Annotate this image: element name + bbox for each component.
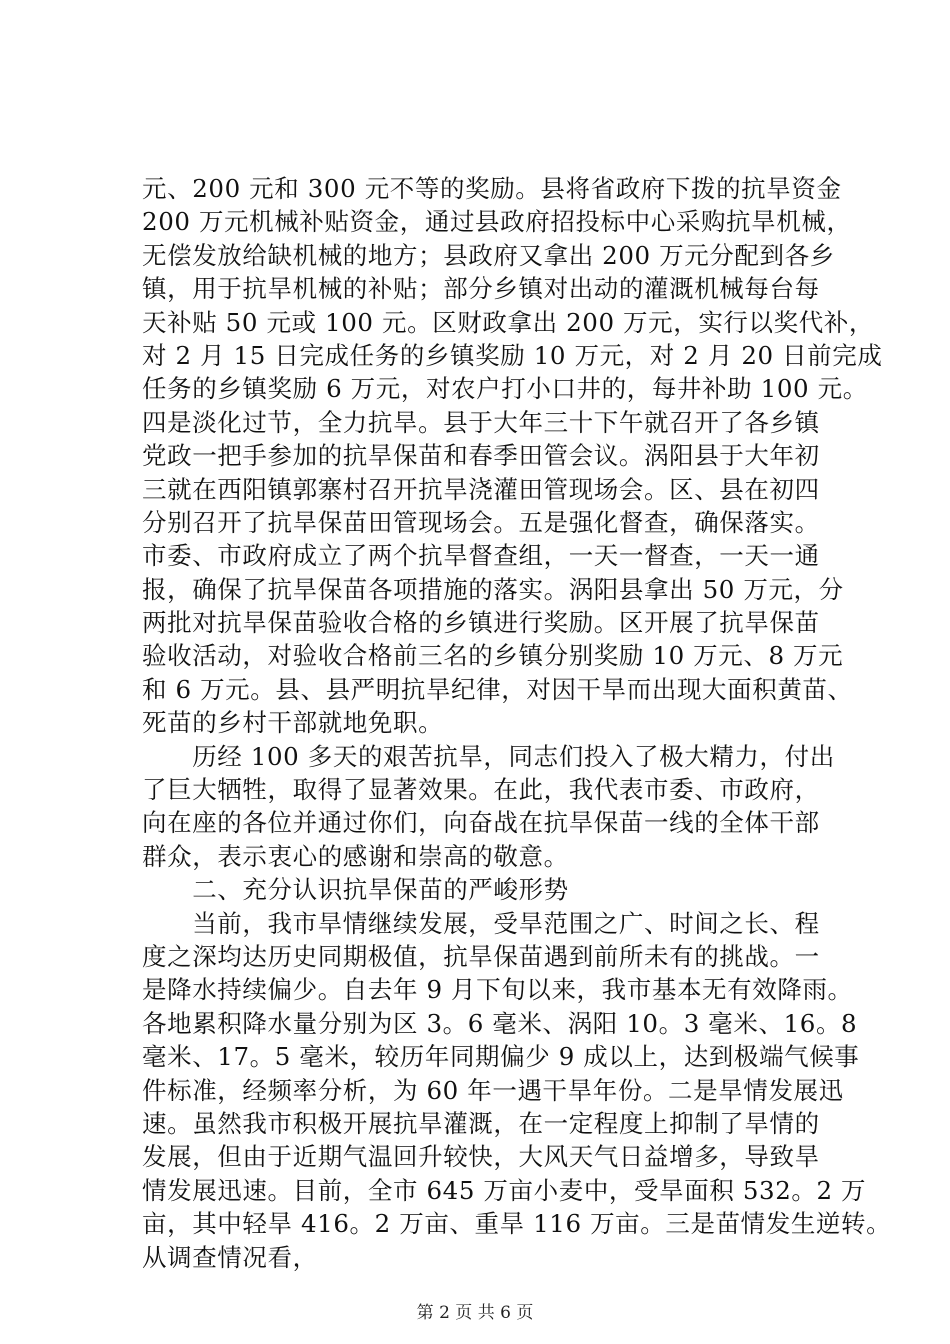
text-line: 情发展迅速。目前，全市 645 万亩小麦中，受旱面积 532。2 万: [142, 1175, 867, 1205]
text-line: 四是淡化过节，全力抗旱。县于大年三十下午就召开了各乡镇: [142, 407, 820, 437]
text-line: 各地累积降水量分别为区 3。6 毫米、涡阳 10。3 毫米、16。8: [142, 1008, 858, 1038]
text-line: 度之深均达历史同期极值，抗旱保苗遇到前所未有的挑战。一: [142, 941, 820, 971]
text-line: 群众，表示衷心的感谢和崇高的敬意。: [142, 841, 569, 871]
text-line: 天补贴 50 元或 100 元。区财政拿出 200 万元，实行以奖代补，: [142, 307, 875, 337]
text-line: 三就在西阳镇郭寨村召开抗旱浇灌田管现场会。区、县在初四: [142, 474, 820, 504]
text-line: 件标准，经频率分析，为 60 年一遇干旱年份。二是旱情发展迅: [142, 1075, 844, 1105]
text-line: 历经 100 多天的艰苦抗旱，同志们投入了极大精力，付出: [142, 741, 835, 771]
text-line: 发展，但由于近期气温回升较快，大风天气日益增多，导致旱: [142, 1142, 820, 1172]
text-line: 党政一把手参加的抗旱保苗和春季田管会议。涡阳县于大年初: [142, 441, 820, 471]
text-line: 验收活动，对验收合格前三名的乡镇分别奖励 10 万元、8 万元: [142, 641, 844, 671]
text-line: 无偿发放给缺机械的地方；县政府又拿出 200 万元分配到各乡: [142, 240, 835, 270]
text-line: 任务的乡镇奖励 6 万元，对农户打小口井的，每井补助 100 元。: [142, 374, 868, 404]
text-line: 200 万元机械补贴资金，通过县政府招投标中心采购抗旱机械，: [142, 207, 852, 237]
document-body: [142, 172, 892, 1274]
text-line: 两批对抗旱保苗验收合格的乡镇进行奖励。区开展了抗旱保苗: [142, 608, 820, 638]
text-line: 了巨大牺牲，取得了显著效果。在此，我代表市委、市政府，: [142, 775, 820, 805]
text-line: 亩，其中轻旱 416。2 万亩、重旱 116 万亩。三是苗情发生逆转。: [142, 1209, 892, 1239]
text-line: 毫米、17。5 毫米，较历年同期偏少 9 成以上，达到极端气候事: [142, 1042, 860, 1072]
text-line: 向在座的各位并通过你们，向奋战在抗旱保苗一线的全体干部: [142, 808, 820, 838]
text-line: 速。虽然我市积极开展抗旱灌溉，在一定程度上抑制了旱情的: [142, 1108, 820, 1138]
section-heading: 二、充分认识抗旱保苗的严峻形势: [142, 875, 569, 905]
page-number-footer: 第 2 页 共 6 页: [416, 1303, 534, 1323]
text-line: 当前，我市旱情继续发展，受旱范围之广、时间之长、程: [142, 908, 820, 938]
text-line: 元、200 元和 300 元不等的奖励。县将省政府下拨的抗旱资金: [142, 174, 842, 203]
text-line: 市委、市政府成立了两个抗旱督查组，一天一督查，一天一通: [142, 541, 820, 571]
text-line: 分别召开了抗旱保苗田管现场会。五是强化督查，确保落实。: [142, 507, 820, 537]
text-line: 镇，用于抗旱机械的补贴；部分乡镇对出动的灌溉机械每台每: [142, 274, 820, 304]
text-line: 从调查情况看，: [142, 1242, 318, 1272]
text-line: 是降水持续偏少。自去年 9 月下旬以来，我市基本无有效降雨。: [142, 975, 853, 1005]
text-line: 报，确保了抗旱保苗各项措施的落实。涡阳县拿出 50 万元，分: [142, 574, 844, 604]
text-line: 死苗的乡村干部就地免职。: [142, 708, 444, 738]
text-line: 对 2 月 15 日完成任务的乡镇奖励 10 万元，对 2 月 20 日前完成: [142, 340, 883, 370]
text-line: 和 6 万元。县、县严明抗旱纪律，对因干旱而出现大面积黄苗、: [142, 674, 853, 704]
